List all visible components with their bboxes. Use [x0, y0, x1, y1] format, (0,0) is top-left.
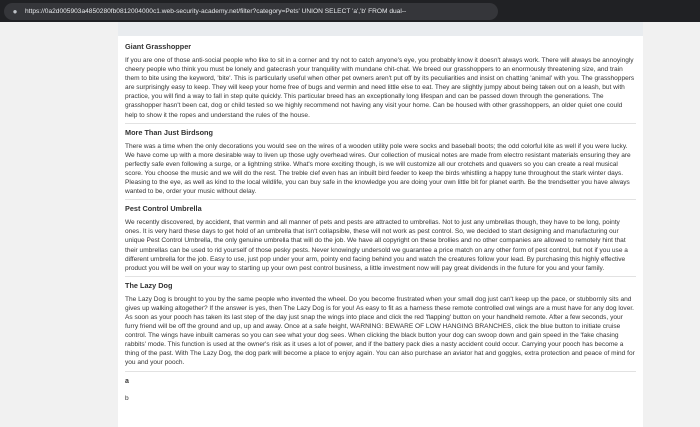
top-band	[118, 22, 643, 36]
post-title: Pest Control Umbrella	[125, 204, 202, 214]
site-info-icon[interactable]: ●︎	[12, 6, 18, 16]
row-divider	[125, 276, 636, 277]
url-path: /filter?category=Pets' UNION SELECT 'a','b' FROM dual--	[238, 7, 407, 15]
url-scheme: https://	[25, 7, 45, 15]
product-table	[118, 22, 643, 427]
post-body: If you are one of those anti-social people who like to sit in a corner and try not to catch anyone's eye, you probably know it doesn't always work. There will always be annoyingly cheery people who think you must be lonely and gatecrash your tranquility with mundane chit-chat. We breed our grasshoppers to an enormously threatening size, and train them to bite using the keyword, 'bite'. This is particularly useful when other pet owners aren't put off by its peculiarities and insist on chatting 'animal' with you. The grasshoppers are surprisingly easy to keep. They will keep your home free of bugs and vermin and need little else to eat. They are slightly jumpy about being taken out on a leash, but with practice, you will find a way to fall in step quite quickly. This particular breed has an exceptionally long lifespan and can be passed down through the generations. The grasshopper hasn't been cat, dog or child tested so we highly recommend not having any visit your home. Can be housed with other grasshoppers, an older quiet one could help to show it the ropes and understand the rules of the house.	[125, 57, 635, 119]
url-host: 0a2d005903a4850280fb0812004000c1.web-security-academy.net	[44, 7, 239, 15]
table-row	[125, 41, 636, 120]
post-body: The Lazy Dog is brought to you by the same people who invented the wheel. Do you become frustrated when your small dog just can't keep up the pace, or stubbornly sits and gives up walking altogether? If the answer is yes, then The Lazy Dog is for you! As easy to fit as a harness these remote controlled owl wings are a must have for any dog lover. As soon as your pooch has taken its last step of the day just snap the wings into place and click the red 'flapping' button on your handheld remote. After a few seconds, your furry friend will be off the ground and up, up and away. Once at a safe height, WARNING: BEWARE OF LOW HANGING BRANCHES, click the blue button to initiate cruise control. The wings have inbuilt cameras so you can see what your dog sees. When clicking the black button your dog can swoop down and gain speed in the 'fake chasing rabbits' mode. This function is used at the owner's risk as it uses a lot of power, and if the battery pack dies a nasty accident could occur. Carrying your pooch has become a thing of the past. With The Lazy Dog, the dog park will become a place to enjoy again. You can also purchase an aviator hat and goggles, extra protection and peace of mind for you and your pooch.	[125, 295, 635, 367]
table-row	[125, 203, 636, 273]
injected-row-title: a	[125, 377, 129, 385]
injected-row-text: b	[125, 394, 129, 402]
table-row	[125, 280, 636, 368]
post-title: More Than Just Birdsong	[125, 127, 213, 137]
post-body: We recently discovered, by accident, that vermin and all manner of pets and pests are attracted to umbrellas. Not to just any umbrellas though, they have to be long, pointy ones. It is very hard these days to get hold of an umbrella that isn't collapsible, these will not work as pest control. So, we decided to start designing and manufacturing our unique Pest Control Umbrella, the only genuine umbrella that will do the job. We have all copyright on these brollies and no other companies are allowed to remotely hint that their umbrellas can be used to rid yourself of those pesky pests. Never knowingly undersold we guarantee a price match on any other form of pest control, but not if you use a different umbrella for the job. Easy to use, just pop under your arm, pointy end facing behind you and watch the creatures follow your lead. By purchasing this highly effective product you will be well on your way to starting up your own pest control business, a little investment now will pay great dividends in the future for you and your family.	[125, 219, 628, 272]
post-body: There was a time when the only decorations you would see on the wires of a wooden utility pole were socks and baseball boots; the odd colorful kite as well if you were lucky. We have come up with a more desirable way to liven up those ugly overhead wires. Our collection of musical notes are made from electro resistant materials ensuring they are perfectly safe even following a surge, or a lightning strike. What's more exciting though, is we will customize all our crotchets and quavers so you can create a real musical score. You choose the music and we will do the rest. The treble clef even has an inbuilt bird feeder to keep the birds whistling a happy tune throughout the stark winter days. Pleasing to the eye, as well as kind to the local wildlife, you can buy safe in the knowledge you are doing your own little bit for planet earth. Be the trendsetter you have always wanted to be, order your music without delay.	[125, 142, 631, 196]
url-text[interactable]	[25, 8, 406, 15]
row-divider	[125, 199, 636, 200]
row-divider	[125, 123, 636, 124]
table-row	[125, 127, 636, 197]
url-field[interactable]	[4, 3, 498, 20]
post-title: The Lazy Dog	[125, 280, 173, 290]
row-divider	[125, 371, 636, 372]
browser-address-bar	[0, 0, 700, 22]
post-title: Giant Grasshopper	[125, 42, 192, 51]
